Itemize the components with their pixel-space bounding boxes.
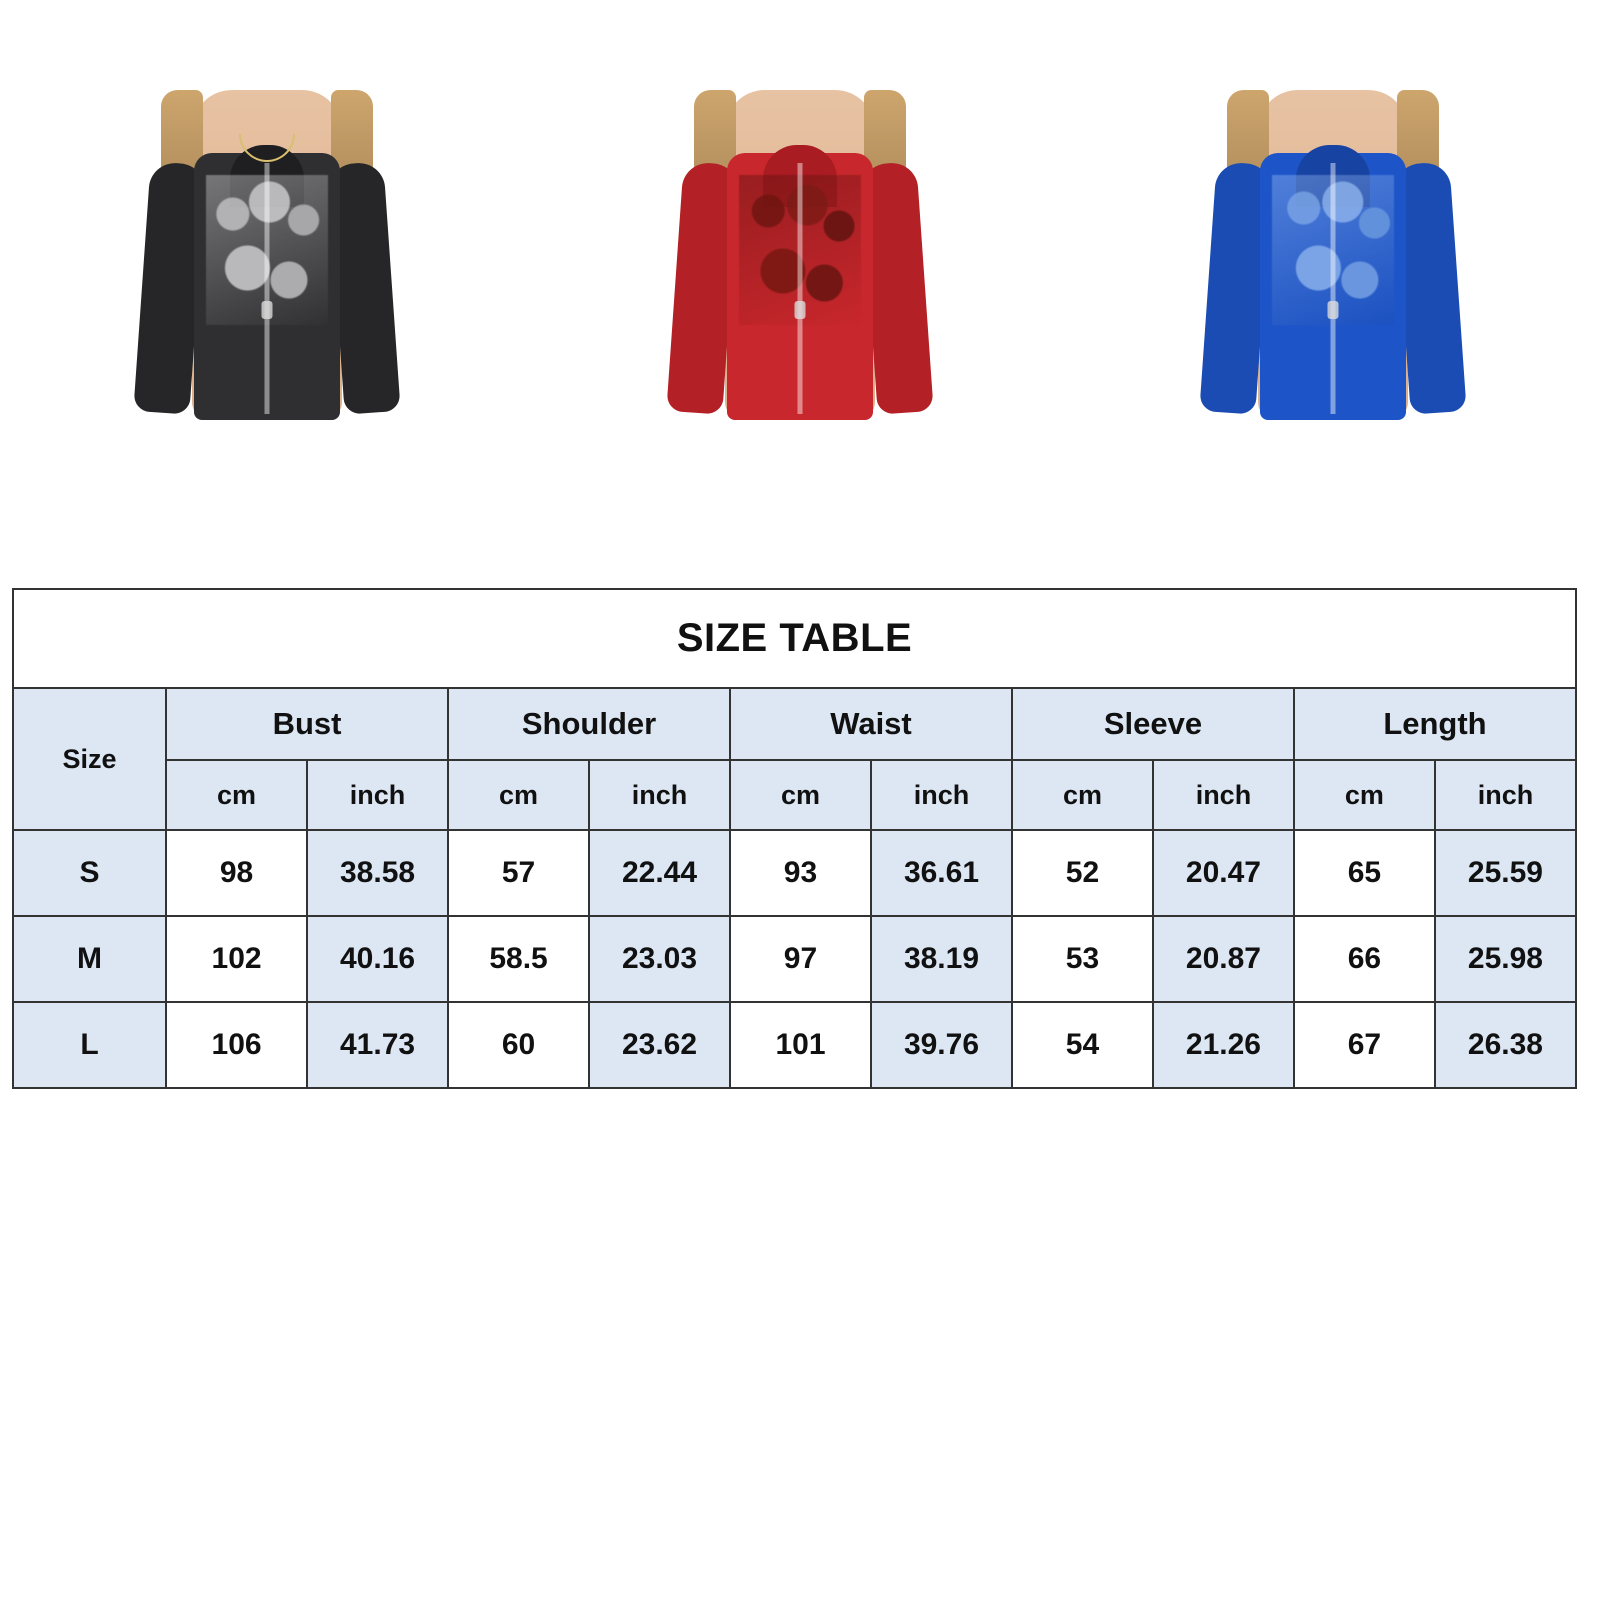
m-bust-inch: 40.16: [307, 916, 448, 1002]
unit-waist-inch: inch: [871, 760, 1012, 830]
unit-shoulder-cm: cm: [448, 760, 589, 830]
unit-shoulder-inch: inch: [589, 760, 730, 830]
s-length-inch: 25.59: [1435, 830, 1576, 916]
l-waist-inch: 39.76: [871, 1002, 1012, 1088]
row-size-l: L: [13, 1002, 166, 1088]
header-bust: Bust: [166, 688, 448, 760]
hoodie-torso: [727, 153, 873, 420]
unit-length-inch: inch: [1435, 760, 1576, 830]
unit-bust-cm: cm: [166, 760, 307, 830]
product-photo-blue[interactable]: [1193, 90, 1473, 420]
size-table: [12, 588, 1577, 1089]
m-shoulder-cm: 58.5: [448, 916, 589, 1002]
size-table-container: [12, 588, 1577, 1089]
hoodie-garment-red: [681, 145, 919, 420]
table-row: [13, 830, 1576, 916]
m-sleeve-cm: 53: [1012, 916, 1153, 1002]
unit-sleeve-inch: inch: [1153, 760, 1294, 830]
s-length-cm: 65: [1294, 830, 1435, 916]
hoodie-torso: [194, 153, 340, 420]
product-image-strip: [0, 90, 1600, 430]
l-sleeve-inch: 21.26: [1153, 1002, 1294, 1088]
header-shoulder: Shoulder: [448, 688, 730, 760]
s-bust-inch: 38.58: [307, 830, 448, 916]
product-photo-red[interactable]: [660, 90, 940, 420]
hoodie-garment-blue: [1214, 145, 1452, 420]
size-table-title-row: [13, 589, 1576, 688]
size-table-unit-header-row: [13, 760, 1576, 830]
hoodie-torso: [1260, 153, 1406, 420]
l-waist-cm: 101: [730, 1002, 871, 1088]
s-bust-cm: 98: [166, 830, 307, 916]
m-bust-cm: 102: [166, 916, 307, 1002]
unit-bust-inch: inch: [307, 760, 448, 830]
m-waist-cm: 97: [730, 916, 871, 1002]
unit-sleeve-cm: cm: [1012, 760, 1153, 830]
unit-waist-cm: cm: [730, 760, 871, 830]
m-shoulder-inch: 23.03: [589, 916, 730, 1002]
m-length-inch: 25.98: [1435, 916, 1576, 1002]
hoodie-garment-black: [148, 145, 386, 420]
s-shoulder-inch: 22.44: [589, 830, 730, 916]
m-waist-inch: 38.19: [871, 916, 1012, 1002]
header-length: Length: [1294, 688, 1576, 760]
hoodie-zipper: [797, 163, 802, 414]
m-sleeve-inch: 20.87: [1153, 916, 1294, 1002]
size-table-group-header-row: [13, 688, 1576, 760]
l-length-cm: 67: [1294, 1002, 1435, 1088]
header-waist: Waist: [730, 688, 1012, 760]
table-row: [13, 1002, 1576, 1088]
l-shoulder-inch: 23.62: [589, 1002, 730, 1088]
table-row: [13, 916, 1576, 1002]
unit-length-cm: cm: [1294, 760, 1435, 830]
s-waist-cm: 93: [730, 830, 871, 916]
s-shoulder-cm: 57: [448, 830, 589, 916]
s-waist-inch: 36.61: [871, 830, 1012, 916]
l-bust-inch: 41.73: [307, 1002, 448, 1088]
size-table-title: SIZE TABLE: [13, 589, 1576, 688]
row-size-m: M: [13, 916, 166, 1002]
l-length-inch: 26.38: [1435, 1002, 1576, 1088]
product-photo-black[interactable]: [127, 90, 407, 420]
l-shoulder-cm: 60: [448, 1002, 589, 1088]
header-size: Size: [13, 688, 166, 830]
s-sleeve-inch: 20.47: [1153, 830, 1294, 916]
hoodie-zipper: [1331, 163, 1336, 414]
row-size-s: S: [13, 830, 166, 916]
hoodie-zipper: [264, 163, 269, 414]
l-sleeve-cm: 54: [1012, 1002, 1153, 1088]
m-length-cm: 66: [1294, 916, 1435, 1002]
l-bust-cm: 106: [166, 1002, 307, 1088]
s-sleeve-cm: 52: [1012, 830, 1153, 916]
header-sleeve: Sleeve: [1012, 688, 1294, 760]
